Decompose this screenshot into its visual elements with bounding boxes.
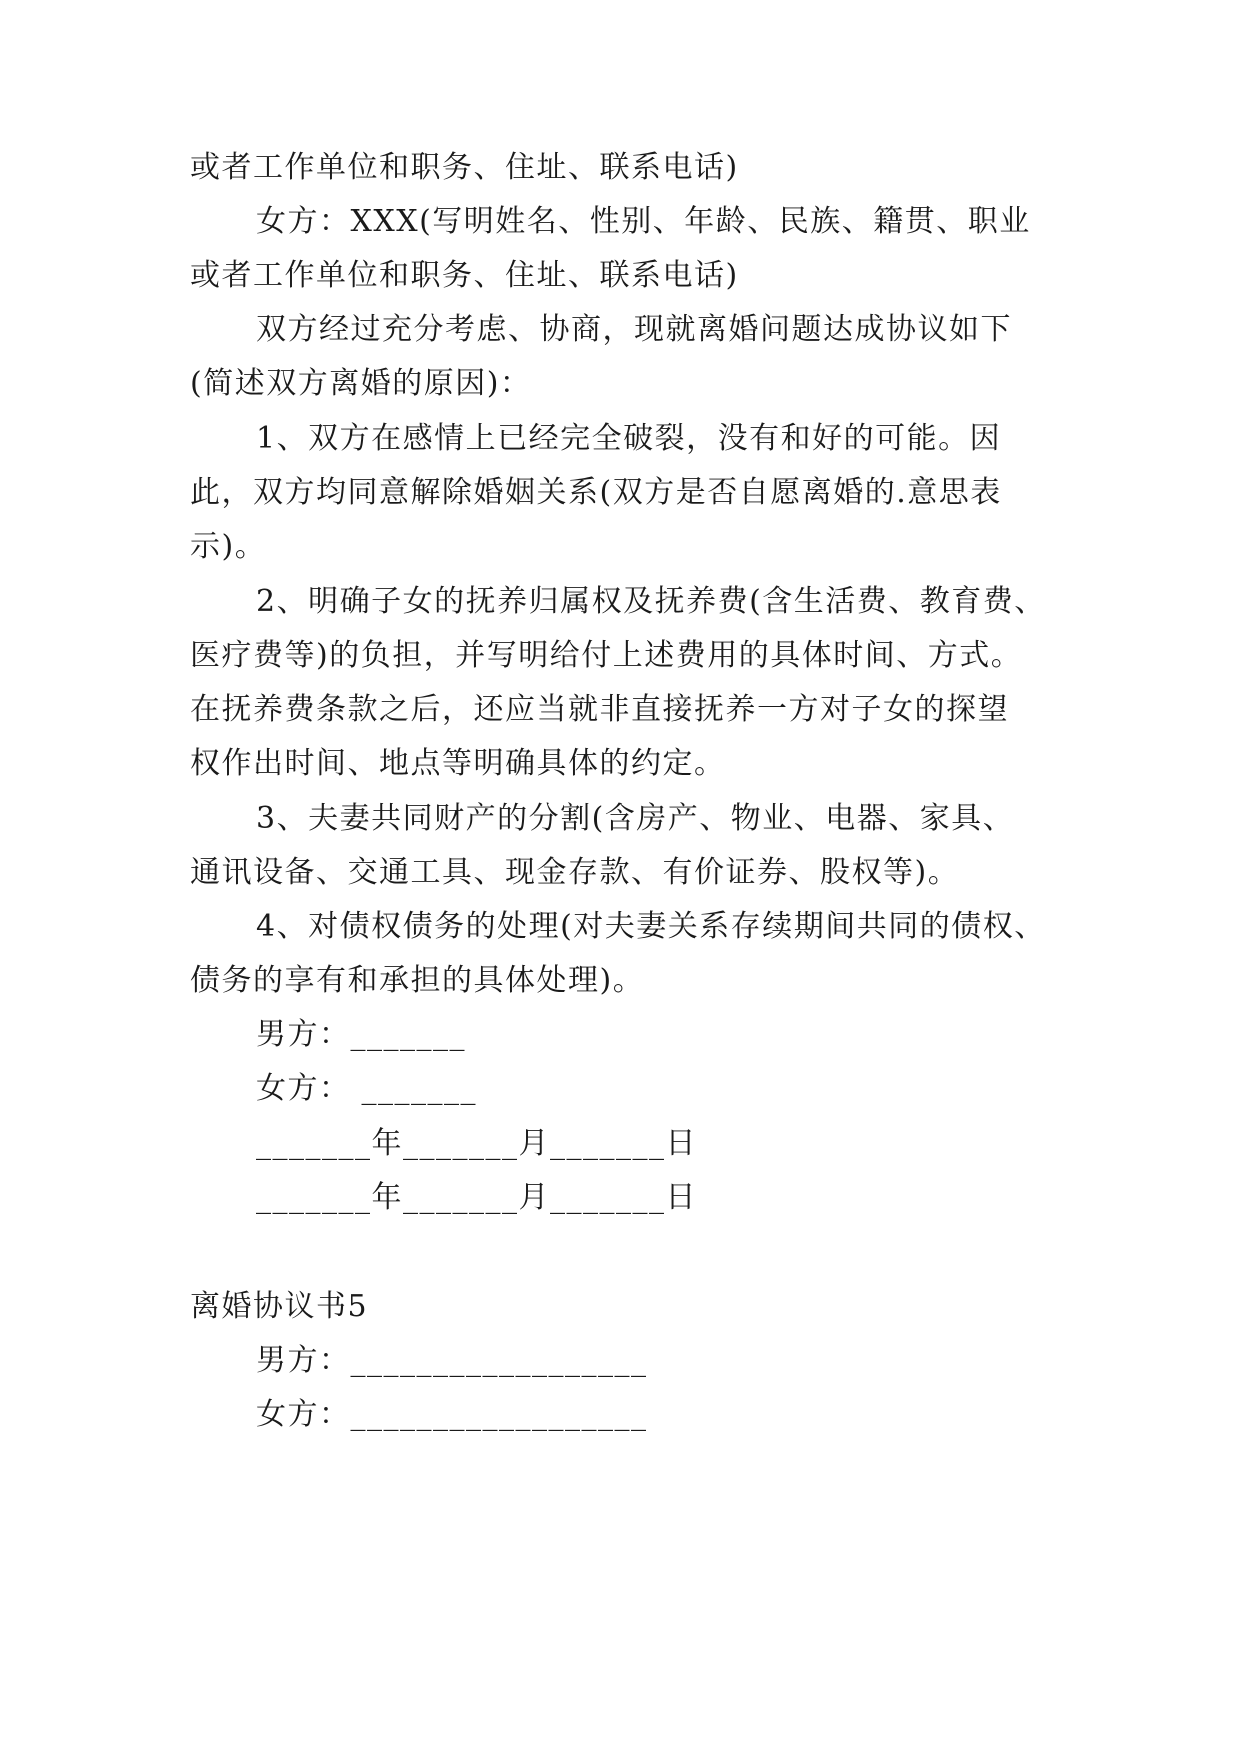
section-heading: 离婚协议书5 bbox=[190, 1289, 369, 1324]
text-line-clause-2: 2、明确子女的抚养归属权及抚养费(含生活费、教育费、 bbox=[256, 584, 1046, 619]
signature-female: 女方： _______ bbox=[256, 1071, 478, 1106]
text-line-clause-3-cont: 通讯设备、交通工具、现金存款、有价证券、股权等)。 bbox=[190, 855, 960, 890]
signature-male: 男方：_______ bbox=[256, 1017, 466, 1052]
text-line-clause-1: 1、双方在感情上已经完全破裂，没有和好的可能。因 bbox=[256, 421, 1002, 456]
text-line-clause-2-cont: 医疗费等)的负担，并写明给付上述费用的具体时间、方式。 bbox=[190, 638, 1023, 673]
text-line-clause-2-end: 权作出时间、地点等明确具体的约定。 bbox=[190, 746, 726, 781]
text-line-agreement-intro: 双方经过充分考虑、协商，现就离婚问题达成协议如下 bbox=[256, 312, 1012, 347]
party-female-field: 女方：__________________ bbox=[256, 1397, 648, 1432]
text-line-reason: (简述双方离婚的原因)： bbox=[190, 366, 532, 401]
text-line-female-party: 女方：XXX(写明姓名、性别、年龄、民族、籍贯、职业 bbox=[256, 204, 1031, 239]
text-line-clause-2-cont-2: 在抚养费条款之后，还应当就非直接抚养一方对子女的探望 bbox=[190, 692, 1009, 727]
party-male-field: 男方：__________________ bbox=[256, 1343, 648, 1378]
text-line-contact-continuation: 或者工作单位和职务、住址、联系电话) bbox=[190, 150, 739, 185]
text-line-clause-3: 3、夫妻共同财产的分割(含房产、物业、电器、家具、 bbox=[256, 801, 1015, 836]
text-line-clause-1-end: 示)。 bbox=[190, 529, 267, 564]
text-line-contact-continuation-2: 或者工作单位和职务、住址、联系电话) bbox=[190, 258, 739, 293]
text-line-clause-4-cont: 债务的享有和承担的具体处理)。 bbox=[190, 963, 645, 998]
text-line-clause-1-cont: 此，双方均同意解除婚姻关系(双方是否自愿离婚的.意思表 bbox=[190, 475, 1002, 510]
date-line-2: _______年_______月_______日 bbox=[256, 1180, 697, 1215]
date-line-1: _______年_______月_______日 bbox=[256, 1126, 697, 1161]
text-line-clause-4: 4、对债权债务的处理(对夫妻关系存续期间共同的债权、 bbox=[256, 909, 1046, 944]
